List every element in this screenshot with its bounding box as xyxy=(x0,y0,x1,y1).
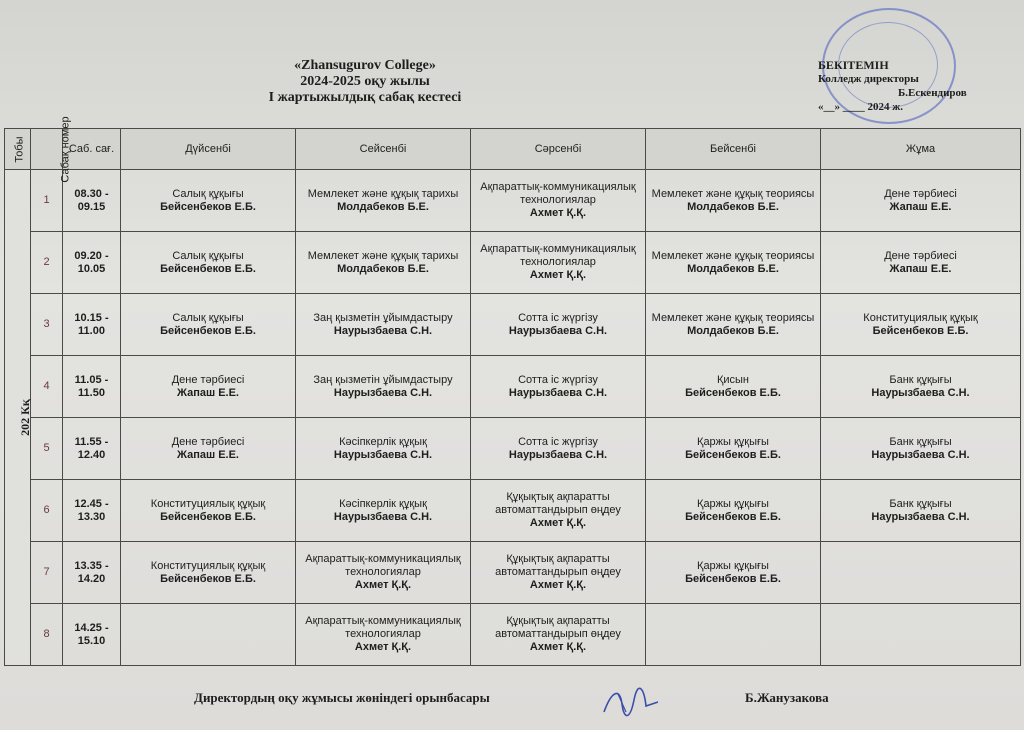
subject: Мемлекет және құқық тарихы xyxy=(307,249,459,262)
teacher: Молдабеков Б.Е. xyxy=(337,262,429,275)
subject: Конституциялық құқық xyxy=(863,311,978,324)
lesson-cell-friday xyxy=(821,232,1021,294)
subject: Мемлекет және құқық теориясы xyxy=(651,187,815,200)
lesson-cell-wednesday xyxy=(471,232,646,294)
lesson-number: 7 xyxy=(31,542,63,604)
teacher: Наурызбаева С.Н. xyxy=(508,386,608,399)
lesson-cell-tuesday xyxy=(296,604,471,666)
subject: Мемлекет және құқық теориясы xyxy=(651,311,815,324)
teacher: Бейсенбеков Е.Б. xyxy=(685,448,781,461)
lesson-cell-tuesday xyxy=(296,356,471,418)
lesson-cell-thursday xyxy=(646,294,821,356)
academic-year: 2024-2025 оқу жылы xyxy=(300,74,430,89)
teacher: Ахмет Қ.Қ. xyxy=(354,641,412,653)
lesson-time: 13.35 - 14.20 xyxy=(63,542,121,604)
teacher: Наурызбаева С.Н. xyxy=(508,448,608,461)
college-name: «Zhansugurov College» xyxy=(294,58,436,73)
subject: Сотта іс жүргізу xyxy=(518,373,598,386)
document-header xyxy=(230,58,500,106)
subject: Ақпараттық-коммуникациялық технологиялар xyxy=(305,615,461,640)
subject: Сотта іс жүргізу xyxy=(518,311,598,324)
col-header-hours: Саб. сағ. xyxy=(63,129,121,170)
lesson-number: 2 xyxy=(31,232,63,294)
approval-name: Б.Ескендиров xyxy=(898,87,967,99)
col-header-lesson-number: Сабақ номер xyxy=(31,129,63,170)
group-cell: 202 Кқ xyxy=(5,170,31,666)
table-row xyxy=(5,480,1021,542)
lesson-cell-wednesday xyxy=(471,418,646,480)
teacher: Жапаш Е.Е. xyxy=(889,200,952,213)
lesson-cell-tuesday xyxy=(296,232,471,294)
col-header-tuesday: Сейсенбі xyxy=(296,129,471,170)
teacher: Бейсенбеков Е.Б. xyxy=(160,200,256,213)
teacher: Наурызбаева С.Н. xyxy=(508,324,608,337)
lesson-cell-thursday xyxy=(646,418,821,480)
subject: Құқықтық ақпаратты автоматтандырып өңдеу xyxy=(495,491,621,516)
teacher: Бейсенбеков Е.Б. xyxy=(685,572,781,585)
lesson-cell-friday xyxy=(821,356,1021,418)
approval-block xyxy=(818,58,1018,114)
teacher: Наурызбаева С.Н. xyxy=(333,510,433,523)
approval-position: Колледж директоры xyxy=(818,73,919,85)
subject: Қаржы құқығы xyxy=(697,435,769,448)
lesson-cell-wednesday xyxy=(471,356,646,418)
lesson-cell-thursday xyxy=(646,356,821,418)
subject: Мемлекет және құқық теориясы xyxy=(651,249,815,262)
subject: Салық құқығы xyxy=(172,249,244,262)
subject: Дене тәрбиесі xyxy=(884,249,957,262)
teacher: Наурызбаева С.Н. xyxy=(333,324,433,337)
subject: Қисын xyxy=(716,373,750,386)
table-row xyxy=(5,170,1021,232)
teacher: Наурызбаева С.Н. xyxy=(333,386,433,399)
lesson-number: 5 xyxy=(31,418,63,480)
schedule-body xyxy=(5,170,1021,666)
subject: Банк құқығы xyxy=(889,373,952,386)
subject: Құқықтық ақпаратты автоматтандырып өңдеу xyxy=(495,615,621,640)
teacher: Молдабеков Б.Е. xyxy=(687,324,779,337)
col-header-group: Тобы xyxy=(5,129,31,170)
lesson-time: 10.15 - 11.00 xyxy=(63,294,121,356)
teacher: Ахмет Қ.Қ. xyxy=(529,517,587,529)
lesson-cell-thursday xyxy=(646,232,821,294)
teacher: Жапаш Е.Е. xyxy=(177,448,239,461)
subject: Конституциялық құқық xyxy=(150,497,266,510)
lesson-cell-monday xyxy=(121,356,296,418)
lesson-cell-thursday xyxy=(646,542,821,604)
lesson-cell-monday xyxy=(121,480,296,542)
teacher: Молдабеков Б.Е. xyxy=(337,200,429,213)
col-header-monday: Дүйсенбі xyxy=(121,129,296,170)
subject: Ақпараттық-коммуникациялық технологиялар xyxy=(480,181,636,206)
subject: Сотта іс жүргізу xyxy=(518,435,598,448)
table-row xyxy=(5,232,1021,294)
schedule-table xyxy=(4,115,1021,666)
lesson-cell-friday xyxy=(821,294,1021,356)
lesson-time: 14.25 - 15.10 xyxy=(63,604,121,666)
table-row xyxy=(5,604,1021,666)
subject: Конституциялық құқық xyxy=(150,559,266,572)
table-row xyxy=(5,356,1021,418)
lesson-cell-wednesday xyxy=(471,170,646,232)
subject: Ақпараттық-коммуникациялық технологиялар xyxy=(480,243,636,268)
footer-name: Б.Жанузакова xyxy=(745,690,829,705)
subject: Ақпараттық-коммуникациялық технологиялар xyxy=(305,553,461,578)
lesson-time: 11.55 - 12.40 xyxy=(63,418,121,480)
lesson-cell-thursday xyxy=(646,170,821,232)
teacher: Наурызбаева С.Н. xyxy=(871,510,970,523)
lesson-cell-tuesday xyxy=(296,294,471,356)
table-row xyxy=(5,294,1021,356)
teacher: Бейсенбеков Е.Б. xyxy=(685,386,781,399)
lesson-number: 6 xyxy=(31,480,63,542)
subject: Дене тәрбиесі xyxy=(884,187,957,200)
lesson-cell-tuesday xyxy=(296,418,471,480)
lesson-cell-monday xyxy=(121,604,296,666)
lesson-time: 09.20 - 10.05 xyxy=(63,232,121,294)
subject: Қаржы құқығы xyxy=(697,497,769,510)
subject: Қаржы құқығы xyxy=(697,559,769,572)
subject: Мемлекет және құқық тарихы xyxy=(307,187,459,200)
schedule-title: І жартыжылдық сабақ кестесі xyxy=(268,90,462,105)
teacher: Бейсенбеков Е.Б. xyxy=(160,510,256,523)
subject: Банк құқығы xyxy=(889,435,952,448)
subject: Құқықтық ақпаратты автоматтандырып өңдеу xyxy=(495,553,621,578)
subject: Салық құқығы xyxy=(172,187,244,200)
teacher: Бейсенбеков Е.Б. xyxy=(160,324,256,337)
footer-title: Директордың оқу жұмысы жөніндегі орынбасары xyxy=(194,690,490,705)
approval-date: «__» ____ 2024 ж. xyxy=(818,101,903,113)
lesson-cell-friday xyxy=(821,480,1021,542)
table-row xyxy=(5,418,1021,480)
lesson-number: 8 xyxy=(31,604,63,666)
lesson-cell-friday xyxy=(821,604,1021,666)
lesson-cell-monday xyxy=(121,170,296,232)
header-row xyxy=(5,129,1021,170)
teacher: Наурызбаева С.Н. xyxy=(871,448,970,461)
col-header-friday: Жұма xyxy=(821,129,1021,170)
lesson-time: 12.45 - 13.30 xyxy=(63,480,121,542)
lesson-cell-monday xyxy=(121,232,296,294)
teacher: Ахмет Қ.Қ. xyxy=(529,207,587,219)
col-header-thursday: Бейсенбі xyxy=(646,129,821,170)
teacher: Бейсенбеков Е.Б. xyxy=(872,324,969,337)
lesson-cell-wednesday xyxy=(471,542,646,604)
lesson-cell-monday xyxy=(121,542,296,604)
teacher: Жапаш Е.Е. xyxy=(889,262,952,275)
lesson-cell-wednesday xyxy=(471,604,646,666)
lesson-cell-friday xyxy=(821,170,1021,232)
lesson-cell-tuesday xyxy=(296,480,471,542)
lesson-number: 1 xyxy=(31,170,63,232)
subject: Заң қызметін ұйымдастыру xyxy=(313,311,453,324)
teacher: Ахмет Қ.Қ. xyxy=(529,269,587,281)
subject: Кәсіпкерлік құқық xyxy=(339,435,427,448)
teacher: Ахмет Қ.Қ. xyxy=(354,579,412,591)
lesson-cell-thursday xyxy=(646,604,821,666)
teacher: Наурызбаева С.Н. xyxy=(871,386,970,399)
teacher: Ахмет Қ.Қ. xyxy=(529,641,587,653)
lesson-cell-friday xyxy=(821,542,1021,604)
subject: Банк құқығы xyxy=(889,497,952,510)
lesson-cell-monday xyxy=(121,294,296,356)
subject: Кәсіпкерлік құқық xyxy=(339,497,427,510)
lesson-cell-monday xyxy=(121,418,296,480)
approval-title: БЕКІТЕМІН xyxy=(818,58,889,72)
subject: Дене тәрбиесі xyxy=(171,373,245,386)
teacher: Молдабеков Б.Е. xyxy=(687,200,779,213)
lesson-cell-tuesday xyxy=(296,542,471,604)
lesson-cell-wednesday xyxy=(471,294,646,356)
lesson-cell-tuesday xyxy=(296,170,471,232)
signature xyxy=(600,682,662,722)
lesson-number: 4 xyxy=(31,356,63,418)
lesson-time: 08.30 - 09.15 xyxy=(63,170,121,232)
col-header-wednesday: Сәрсенбі xyxy=(471,129,646,170)
lesson-cell-wednesday xyxy=(471,480,646,542)
subject: Салық құқығы xyxy=(172,311,244,324)
lesson-cell-thursday xyxy=(646,480,821,542)
teacher: Бейсенбеков Е.Б. xyxy=(160,572,256,585)
teacher: Бейсенбеков Е.Б. xyxy=(160,262,256,275)
subject: Дене тәрбиесі xyxy=(171,435,245,448)
teacher: Наурызбаева С.Н. xyxy=(333,448,433,461)
teacher: Молдабеков Б.Е. xyxy=(687,262,779,275)
teacher: Жапаш Е.Е. xyxy=(177,386,239,399)
table-row xyxy=(5,542,1021,604)
teacher: Бейсенбеков Е.Б. xyxy=(685,510,781,523)
lesson-number: 3 xyxy=(31,294,63,356)
teacher: Ахмет Қ.Қ. xyxy=(529,579,587,591)
lesson-time: 11.05 - 11.50 xyxy=(63,356,121,418)
lesson-cell-friday xyxy=(821,418,1021,480)
subject: Заң қызметін ұйымдастыру xyxy=(313,373,453,386)
